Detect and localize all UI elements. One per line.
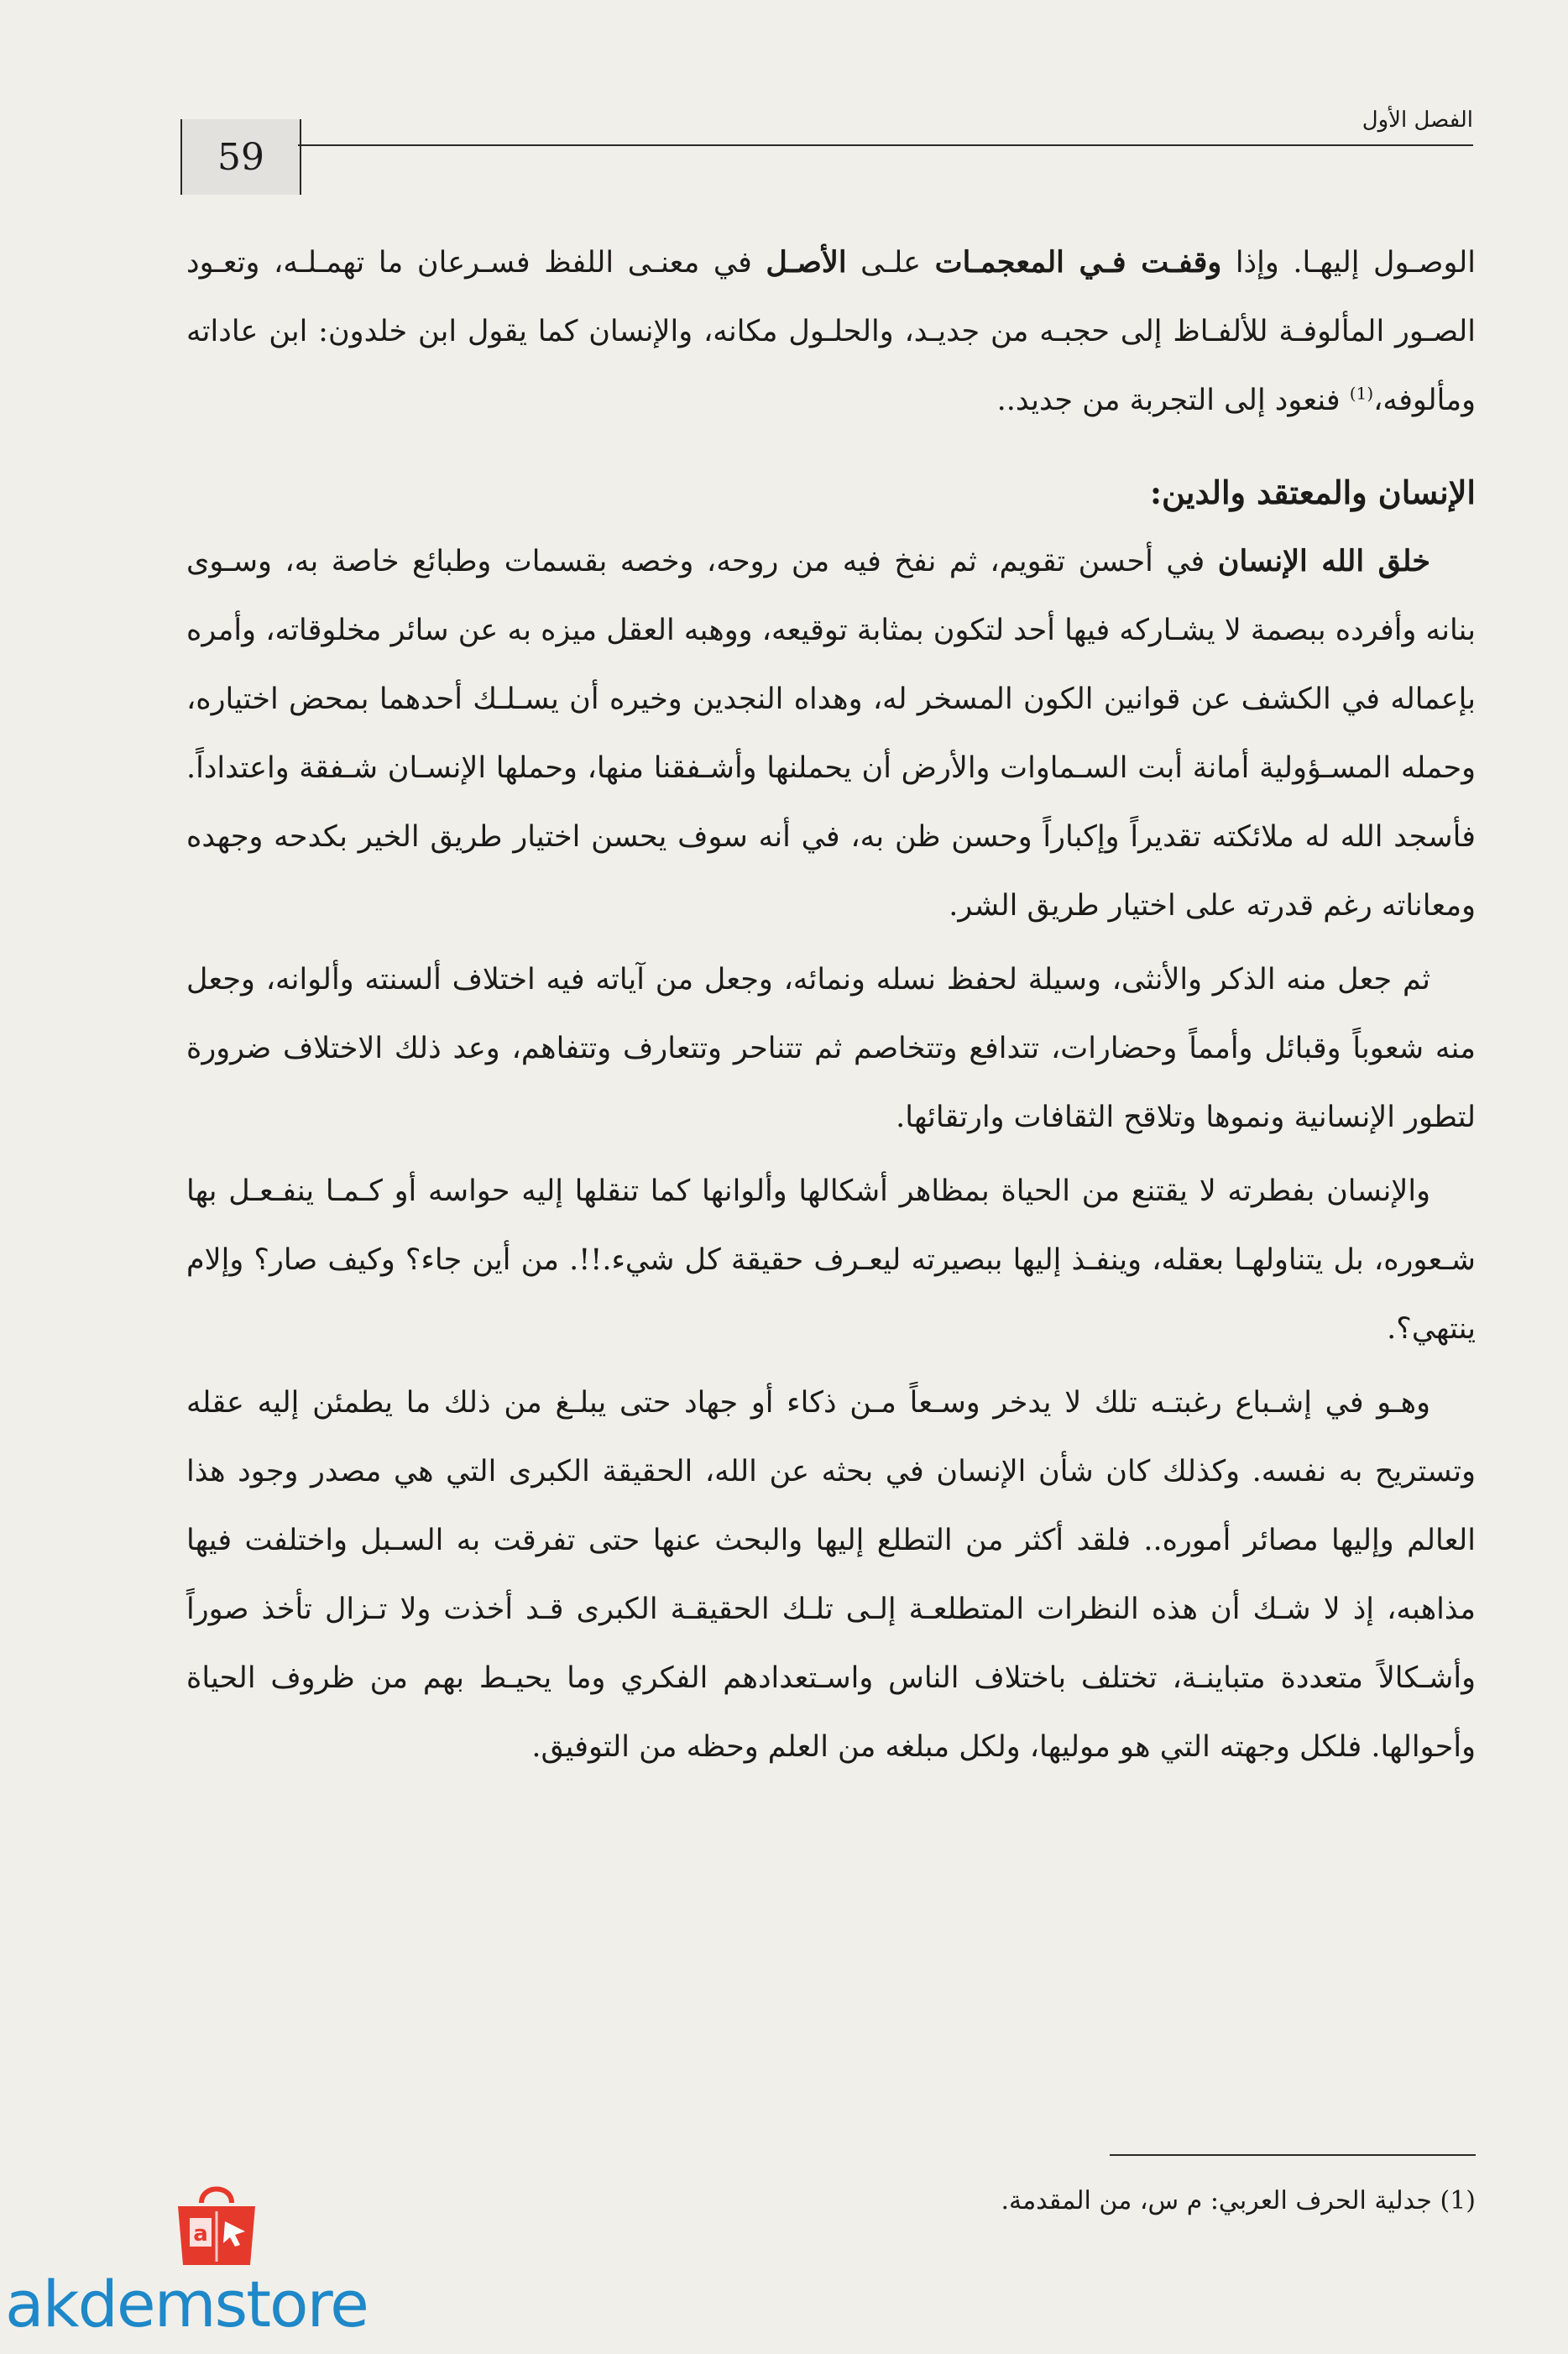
- page-header: [180, 101, 1473, 201]
- body-text: [186, 228, 1476, 1786]
- p1-text-a: الوصـول إليهـا. وإذا: [1221, 246, 1476, 280]
- page-number: 59: [217, 135, 264, 179]
- footnote-rule: [1110, 2154, 1476, 2156]
- section-heading: الإنسان والمعتقد والدين:: [1149, 473, 1476, 511]
- p1-bold-1: وقفـت فـي المعجمـات: [934, 245, 1222, 280]
- footnote: [831, 2183, 1476, 2220]
- p1-text-e: فنعود إلى التجربة من جديد..: [996, 384, 1350, 417]
- logo-letter: a: [193, 2221, 208, 2247]
- paragraph-2: [186, 527, 1476, 940]
- paragraph-1: [186, 228, 1476, 435]
- p1-text-d: في معنـى اللفظ فسـرعان ما تهمـلـه، وتعـود الصـور المألوفـة للألفـاظ إلى حجبـه من جديـد، والحلـول مكانه، والإنسان كما يقول ابن خلدون: ابن عاداته ومألوفه،: [186, 246, 1476, 417]
- paragraph-5: وهـو في إشـباع رغبتـه تلك لا يدخر وسـعاً مـن ذكاء أو جهاد حتى يبلـغ من ذلك ما يطمئن إليه عقله وتستريح به نفسه. وكذلك كان شأن الإنسان في بحثه عن الله، الحقيقة الكبرى التي هي مصدر وجود هذا العالم وإليها مصائر أموره.. فلقد أكثر من التطلع إليها والبحث عنها حتى تفرقت به السـبل واختلفت فيها مذاهبه، إذ لا شـك أن هذه النظرات المتطلعـة إلـى تلـك الحقيقـة الكبرى قـد أخذت ولا تـزال تأخذ صوراً وأشـكالاً متعددة متباينـة، تختلف باختلاف الناس واسـتعدادهم الفكري وما يحيـط بهم من ظروف الحياة وأحوالها. فلكل وجهته التي هو موليها، ولكل مبلغه من العلم وحظه من التوفيق.: [186, 1386, 1476, 1764]
- p1-text-c: علـى: [846, 246, 935, 280]
- footnote-reference[interactable]: (1): [1349, 383, 1374, 404]
- footnote-text: جدلية الحرف العربي: م س، من المقدمة.: [1001, 2186, 1432, 2215]
- page-number-box: [180, 119, 301, 195]
- store-watermark: [0, 2166, 470, 2354]
- paragraph-3: ثم جعل منه الذكر والأنثى، وسيلة لحفظ نسله ونمائه، وجعل من آياته فيه اختلاف ألسنته وألوانه، وجعل منه شعوباً وقبائل وأمماً وحضارات، تتدافع وتتخاصم ثم تتناحر وتتعارف وتتفاهم، وعد ذلك الاختلاف ضرورة لتطور الإنسانية ونموها وتلاقح الثقافات وارتقائها.: [186, 963, 1476, 1134]
- footnote-number: (1): [1440, 2186, 1476, 2215]
- p2-bold-lead: خلق الله الإنسان: [1217, 544, 1430, 578]
- paragraph-4: والإنسان بفطرته لا يقتنع من الحياة بمظاهر أشكالها وألوانها كما تنقلها إليه حواسه أو كـمـا ينفـعـل بها شـعوره، بل يتناولهـا بعقله، وينفـذ إليها ببصيرته ليعـرف حقيقة كل شيء.!!. من أين جاء؟ وكيف صار؟ وإلام ينتهي؟.: [186, 1174, 1476, 1346]
- p1-bold-2: الأصـل: [766, 245, 847, 280]
- chapter-title: الفصل الأول: [1362, 107, 1473, 133]
- watermark-text: akdemstore: [5, 2267, 368, 2341]
- header-rule: [298, 144, 1473, 146]
- shopping-bag-icon: [173, 2178, 260, 2270]
- p2-text: في أحسن تقويم، ثم نفخ فيه من روحه، وخصه بقسمات وطبائع خاصة به، وسـوى بنانه وأفرده ببصمة لا يشـاركه فيها أحد لتكون بمثابة توقيعه، ووهبه العقل ميزه به عن سائر مخلوقاته، وأمره بإعماله في الكشف عن قوانين الكون المسخر له، وهداه النجدين وخيره أن يسـلـك أحدهما بمحض اختياره، وحمله المسـؤولية أمانة أبت السـماوات والأرض أن يحملنها وأشـفقنا منها، وحملها الإنسـان شـفقة واعتداداً. فأسجد الله له ملائكته تقديراً وإكباراً وحسن ظن به، في أنه سوف يحسن اختيار طريق الخير بكدحه وجهده ومعاناته رغم قدرته على اختيار طريق الشر.: [186, 545, 1476, 923]
